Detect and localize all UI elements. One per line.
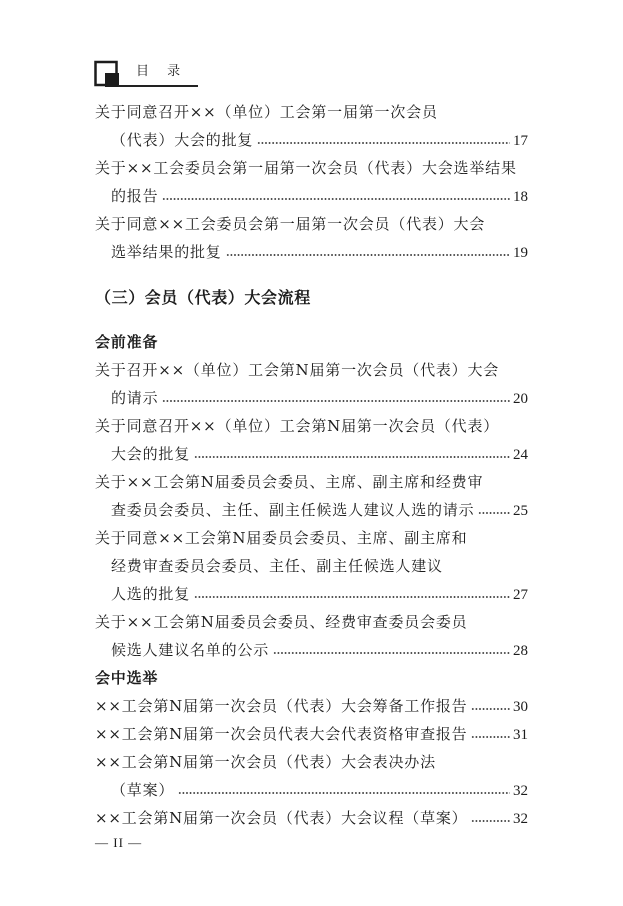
toc-entry-text: 查委员会委员、主任、副主任候选人建议人选的请示 — [111, 501, 475, 519]
toc-entry — [95, 692, 528, 720]
page-number: 18 — [513, 189, 528, 205]
toc-entry — [95, 468, 528, 524]
toc-entry-text: 的请示 — [111, 389, 159, 407]
dot-leader — [194, 455, 510, 459]
toc-entry-line — [95, 776, 528, 804]
toc-entry — [95, 748, 528, 804]
section-heading: （三）会员（代表）大会流程 — [95, 288, 311, 307]
page-number-footer: — II — — [95, 835, 143, 850]
dot-leader — [478, 511, 510, 515]
toc-entry — [95, 412, 528, 468]
dot-leader — [273, 651, 510, 655]
toc-entry-text: ××工会第N届第一次会员（代表）大会表决办法 — [95, 753, 436, 771]
page-number: 19 — [513, 245, 528, 261]
header-rule — [118, 85, 198, 87]
toc-entry-text: （草案） — [111, 781, 175, 799]
toc-entry-line — [95, 552, 528, 580]
dot-leader — [162, 197, 510, 201]
dot-leader — [178, 791, 510, 795]
toc-entry-text: 关于同意××工会委员会第一届第一次会员（代表）大会 — [95, 215, 486, 233]
toc-entry-text: 选举结果的批复 — [111, 243, 222, 261]
dot-leader — [471, 819, 510, 823]
toc-entry-text: 关于××工会第N届委员会委员、主席、副主席和经费审 — [95, 473, 484, 491]
page-number: 32 — [513, 783, 528, 799]
page-title: 目 录 — [136, 64, 188, 79]
toc-entry-line — [95, 636, 528, 664]
page-number: 31 — [513, 727, 528, 743]
toc-entry-text: （代表）大会的批复 — [111, 131, 254, 149]
toc-entry-text: 关于××工会委员会第一届第一次会员（代表）大会选举结果 — [95, 159, 517, 177]
toc-entry-line — [95, 524, 528, 552]
toc-entry — [95, 720, 528, 748]
page-number: 27 — [513, 587, 528, 603]
page-number: 25 — [513, 503, 528, 519]
page-number: 20 — [513, 391, 528, 407]
toc-entry-text: 的报告 — [111, 187, 159, 205]
toc-entry-text: 大会的批复 — [111, 445, 191, 463]
toc-entry-text: 候选人建议名单的公示 — [111, 641, 270, 659]
toc-entry-line — [95, 496, 528, 524]
toc-entry-text: ××工会第N届第一次会员（代表）大会议程（草案） — [95, 809, 468, 827]
toc-entry — [95, 524, 528, 608]
toc-entry — [95, 210, 528, 266]
page-number: 24 — [513, 447, 528, 463]
toc-entry-line — [95, 356, 528, 384]
toc-entry-line — [95, 468, 528, 496]
toc-entry-line — [95, 384, 528, 412]
toc-entry-line — [95, 720, 528, 748]
toc-entry-text: ××工会第N届第一次会员代表大会代表资格审查报告 — [95, 725, 468, 743]
toc-entry-line — [95, 692, 528, 720]
toc-entry-text: 人选的批复 — [111, 585, 191, 603]
toc-entry-line — [95, 154, 528, 182]
page-number: 32 — [513, 811, 528, 827]
toc-entry-line — [95, 98, 528, 126]
toc-entry-line — [95, 608, 528, 636]
toc-entry-text: 关于××工会第N届委员会委员、经费审查委员会委员 — [95, 613, 468, 631]
toc-entry — [95, 98, 528, 154]
toc-entry-line — [95, 412, 528, 440]
toc-entry — [95, 154, 528, 210]
toc-entry-line — [95, 804, 528, 832]
toc-entry-line — [95, 748, 528, 776]
page-number: 28 — [513, 643, 528, 659]
dot-leader — [257, 141, 510, 145]
dot-leader — [162, 399, 510, 403]
toc-entry-text: ××工会第N届第一次会员（代表）大会筹备工作报告 — [95, 697, 468, 715]
dot-leader — [471, 707, 510, 711]
dot-leader — [226, 253, 510, 257]
toc-entry — [95, 608, 528, 664]
toc-entry-text: 关于同意召开××（单位）工会第N届第一次会员（代表） — [95, 417, 500, 435]
toc-entry-text: 关于同意××工会第N届委员会委员、主席、副主席和 — [95, 529, 468, 547]
subsection-heading: 会前准备 — [95, 333, 159, 351]
page-number: 30 — [513, 699, 528, 715]
toc-entry-line — [95, 210, 528, 238]
toc-entry-line — [95, 580, 528, 608]
toc-entry — [95, 356, 528, 412]
subsection-heading: 会中选举 — [95, 669, 159, 687]
dot-leader — [471, 735, 510, 739]
table-of-contents — [95, 98, 528, 832]
toc-entry-line — [95, 126, 528, 154]
toc-entry — [95, 804, 528, 832]
dot-leader — [194, 595, 510, 599]
page-number: 17 — [513, 133, 528, 149]
toc-entry-line — [95, 238, 528, 266]
toc-entry-text: 关于同意召开××（单位）工会第一届第一次会员 — [95, 103, 438, 121]
toc-entry-line — [95, 440, 528, 468]
toc-entry-line — [95, 182, 528, 210]
toc-entry-text: 关于召开××（单位）工会第N届第一次会员（代表）大会 — [95, 361, 500, 379]
toc-entry-text: 经费审查委员会委员、主任、副主任候选人建议 — [111, 557, 443, 575]
